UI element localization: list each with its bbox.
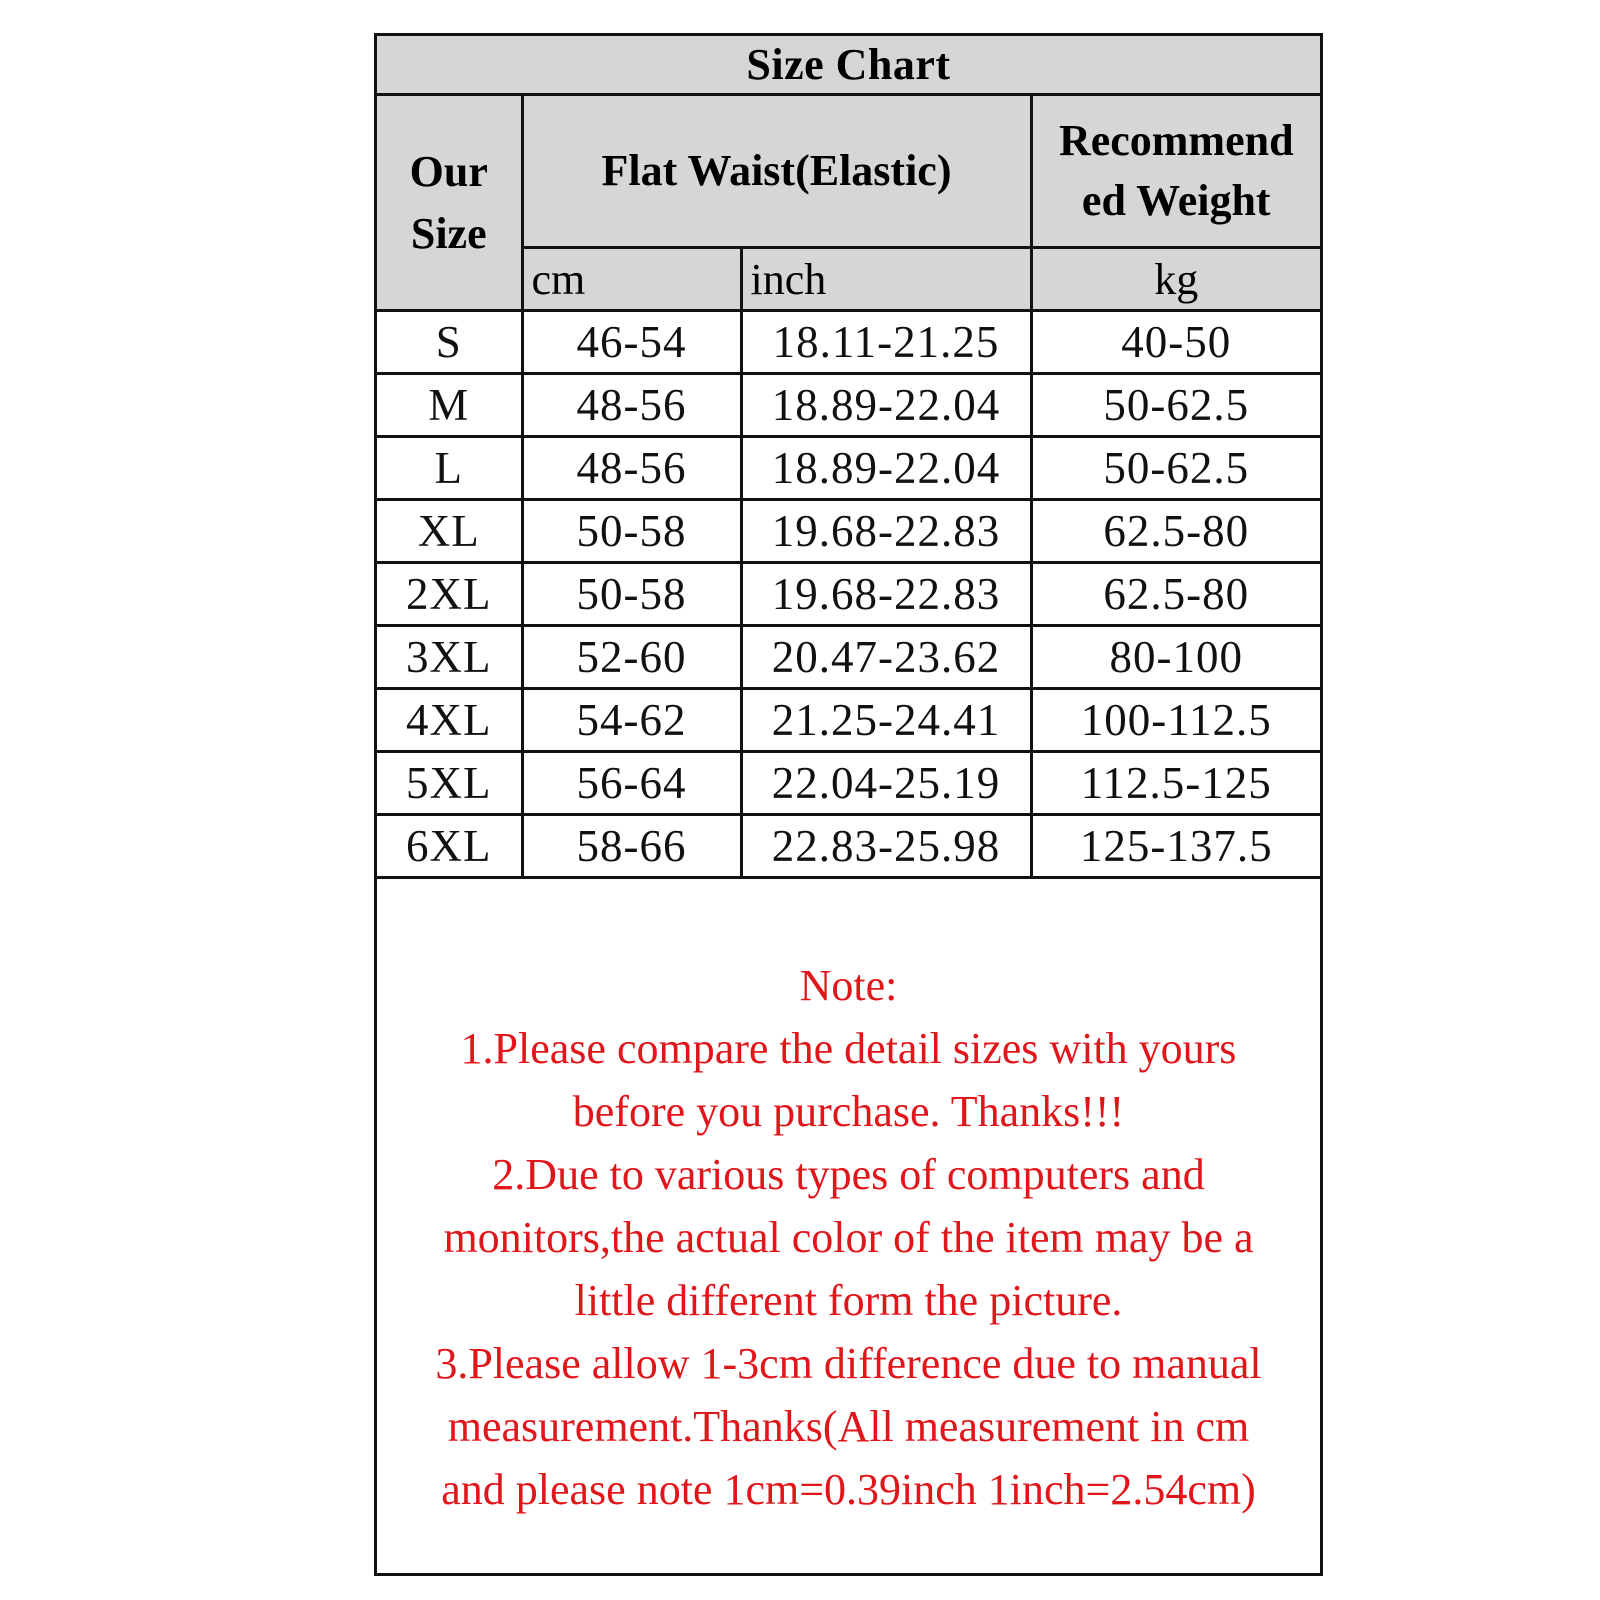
note-line: measurement.Thanks(All measurement in cm bbox=[447, 1402, 1250, 1451]
header-recommended-weight bbox=[1031, 95, 1320, 248]
note-line: 2.Due to various types of computers and bbox=[492, 1150, 1205, 1199]
cell-inch: 18.89-22.04 bbox=[741, 374, 1031, 437]
table-row bbox=[377, 626, 1320, 689]
cell-cm: 56-64 bbox=[522, 752, 741, 815]
cell-cm: 50-58 bbox=[522, 563, 741, 626]
chart-title: Size Chart bbox=[377, 36, 1320, 95]
cell-inch: 21.25-24.41 bbox=[741, 689, 1031, 752]
cell-size: 2XL bbox=[377, 563, 522, 626]
notes-block bbox=[377, 904, 1320, 1521]
cell-inch: 20.47-23.62 bbox=[741, 626, 1031, 689]
unit-kg: kg bbox=[1031, 248, 1320, 311]
table-row bbox=[377, 500, 1320, 563]
cell-kg: 40-50 bbox=[1031, 311, 1320, 374]
cell-size: M bbox=[377, 374, 522, 437]
note-line: monitors,the actual color of the item may be a bbox=[443, 1213, 1254, 1262]
note-line: 1.Please compare the detail sizes with yours bbox=[460, 1024, 1237, 1073]
cell-cm: 48-56 bbox=[522, 437, 741, 500]
cell-size: L bbox=[377, 437, 522, 500]
cell-kg: 80-100 bbox=[1031, 626, 1320, 689]
cell-size: 4XL bbox=[377, 689, 522, 752]
table-row bbox=[377, 752, 1320, 815]
cell-cm: 50-58 bbox=[522, 500, 741, 563]
size-rows bbox=[377, 311, 1320, 878]
note-line: and please note 1cm=0.39inch 1inch=2.54cm) bbox=[441, 1465, 1256, 1514]
cell-kg: 50-62.5 bbox=[1031, 374, 1320, 437]
size-chart-sheet bbox=[374, 33, 1323, 1576]
cell-kg: 62.5-80 bbox=[1031, 500, 1320, 563]
cell-kg: 62.5-80 bbox=[1031, 563, 1320, 626]
cell-inch: 18.11-21.25 bbox=[741, 311, 1031, 374]
table-row bbox=[377, 437, 1320, 500]
cell-size: 5XL bbox=[377, 752, 522, 815]
cell-inch: 19.68-22.83 bbox=[741, 563, 1031, 626]
header-our-size bbox=[377, 95, 522, 311]
cell-kg: 125-137.5 bbox=[1031, 815, 1320, 878]
cell-kg: 112.5-125 bbox=[1031, 752, 1320, 815]
cell-kg: 100-112.5 bbox=[1031, 689, 1320, 752]
unit-inch: inch bbox=[741, 248, 1031, 311]
cell-size: XL bbox=[377, 500, 522, 563]
cell-size: 3XL bbox=[377, 626, 522, 689]
size-table bbox=[377, 36, 1320, 879]
header-flat-waist: Flat Waist(Elastic) bbox=[522, 95, 1031, 248]
cell-inch: 18.89-22.04 bbox=[741, 437, 1031, 500]
cell-cm: 46-54 bbox=[522, 311, 741, 374]
header-weight-line2: ed Weight bbox=[1081, 176, 1271, 225]
table-row bbox=[377, 689, 1320, 752]
table-row bbox=[377, 374, 1320, 437]
table-row bbox=[377, 311, 1320, 374]
cell-size: S bbox=[377, 311, 522, 374]
cell-cm: 58-66 bbox=[522, 815, 741, 878]
note-heading: Note: bbox=[799, 961, 898, 1010]
cell-inch: 22.04-25.19 bbox=[741, 752, 1031, 815]
unit-cm: cm bbox=[522, 248, 741, 311]
cell-cm: 54-62 bbox=[522, 689, 741, 752]
header-weight-line1: Recommend bbox=[1058, 116, 1294, 165]
note-line: little different form the picture. bbox=[574, 1276, 1123, 1325]
table-row bbox=[377, 815, 1320, 878]
cell-kg: 50-62.5 bbox=[1031, 437, 1320, 500]
cell-cm: 48-56 bbox=[522, 374, 741, 437]
table-row bbox=[377, 563, 1320, 626]
note-line: 3.Please allow 1-3cm difference due to manual bbox=[435, 1339, 1262, 1388]
note-line: before you purchase. Thanks!!! bbox=[572, 1087, 1125, 1136]
cell-cm: 52-60 bbox=[522, 626, 741, 689]
cell-inch: 22.83-25.98 bbox=[741, 815, 1031, 878]
header-our-size-label: Our Size bbox=[409, 146, 488, 258]
cell-size: 6XL bbox=[377, 815, 522, 878]
cell-inch: 19.68-22.83 bbox=[741, 500, 1031, 563]
